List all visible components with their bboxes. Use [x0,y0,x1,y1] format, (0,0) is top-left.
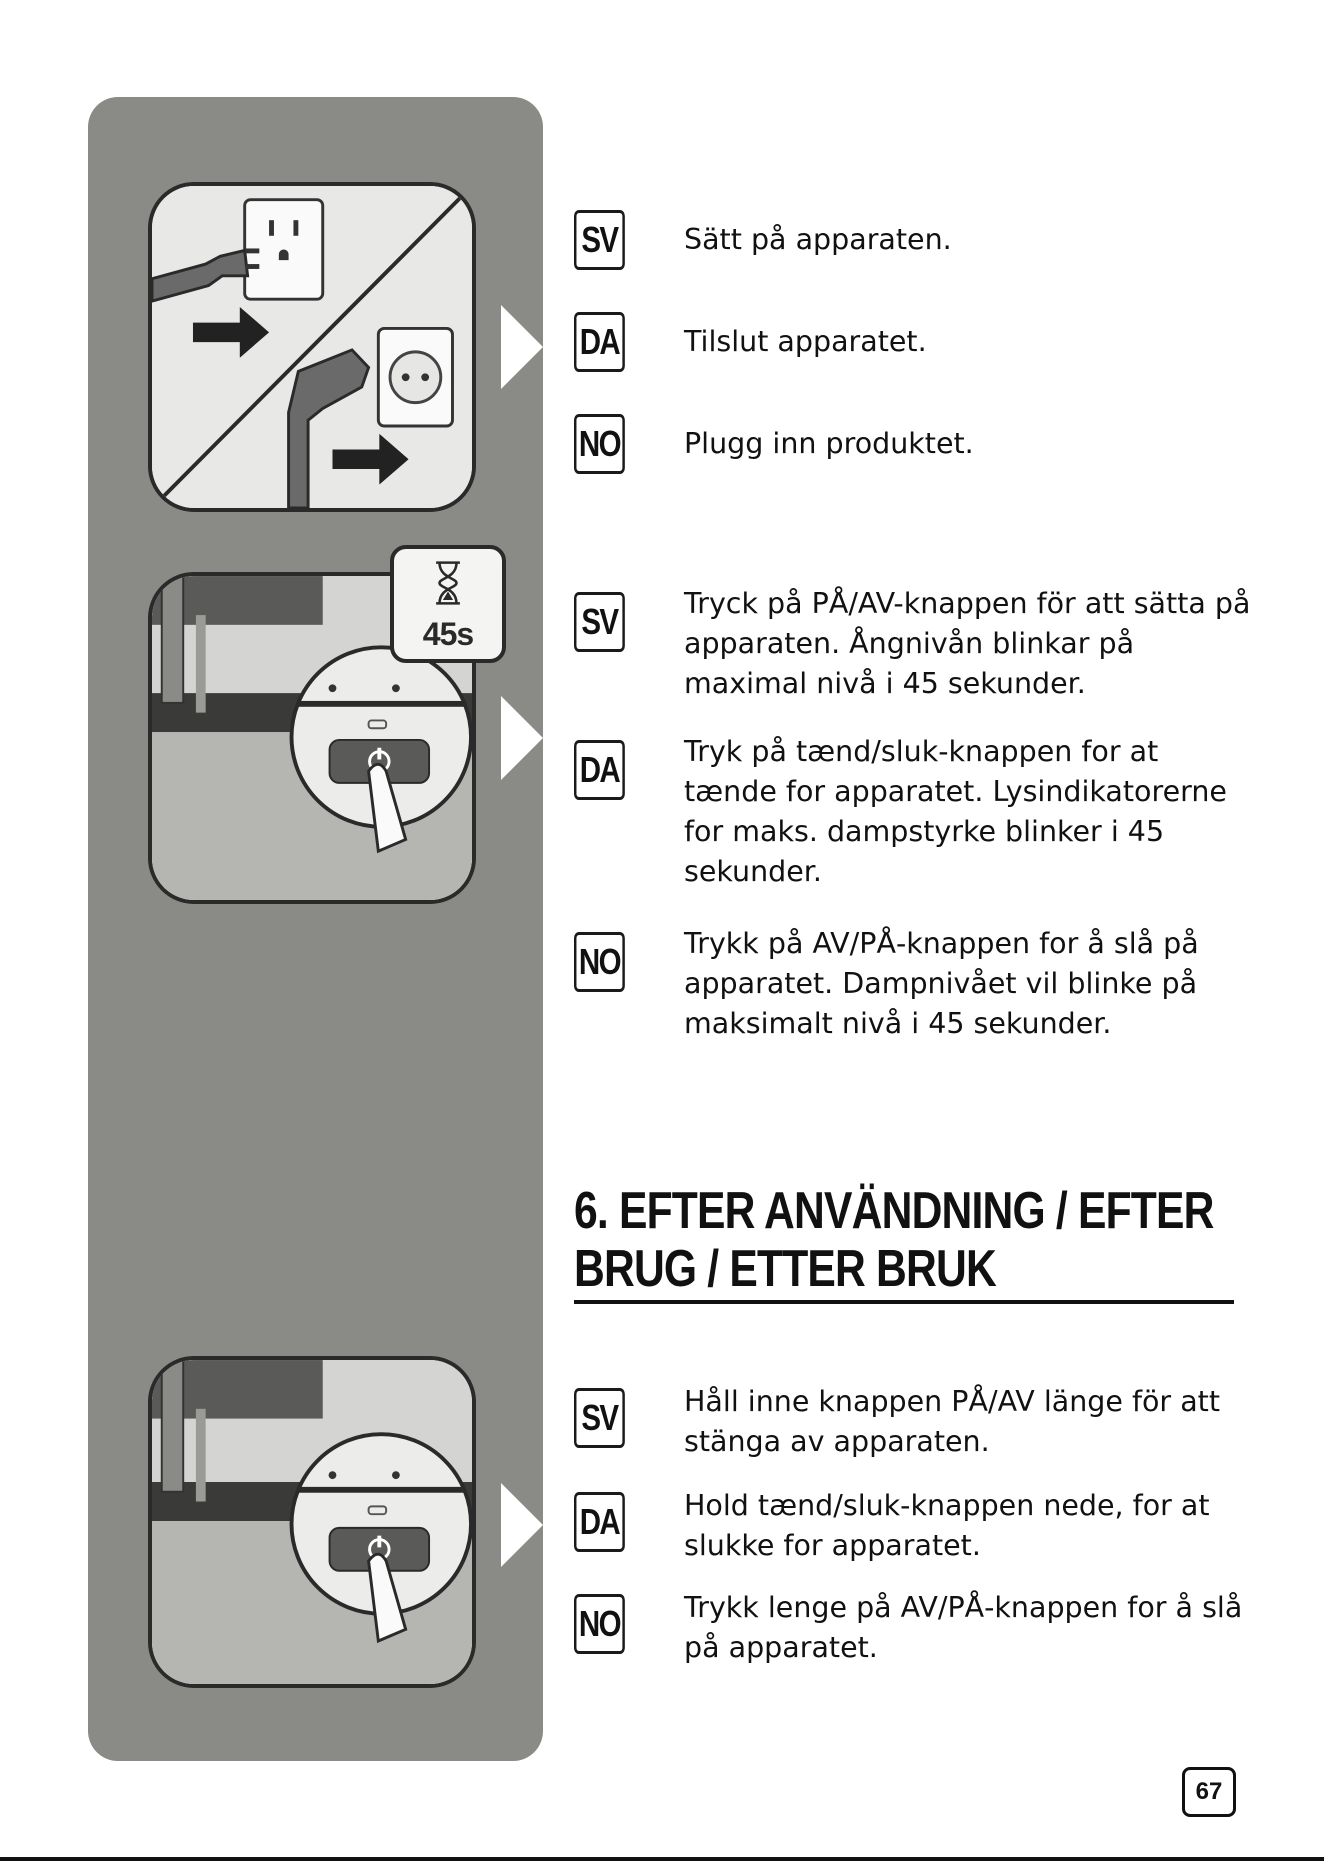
instruction-text: Tryck på PÅ/AV-knappen för att sätta på apparaten. Ångnivån blinkar på maximal nivå i 45 sekunder. [684,587,1251,700]
instruction-text: Trykk lenge på AV/PÅ-knappen for å slå på apparatet. [684,1591,1243,1664]
panel-pointer-1 [501,305,543,389]
lang-badge-no: NO [574,932,625,992]
instruction-text: Plugg inn produktet. [684,427,974,460]
timer-badge [390,545,506,663]
panel-pointer-3 [501,1483,543,1567]
instruction-text: Trykk på AV/PÅ-knappen for å slå på apparatet. Dampnivået vil blinke på maksimalt nivå i 45 sekunder. [684,927,1199,1040]
section-heading [574,1182,1214,1298]
instruction-text: Sätt på apparaten. [684,223,952,256]
power-button-hold-illustration [148,1356,476,1688]
hourglass-icon [431,559,465,607]
lang-badge-no: NO [574,1594,625,1654]
lang-badge-sv: SV [574,1388,625,1448]
heading-divider [574,1300,1234,1304]
panel-pointer-2 [501,696,543,780]
plug-socket-illustration [148,182,476,512]
instruction-text: Tryk på tænd/sluk-knappen for at tænde for apparatet. Lysindikatorerne for maks. dampstyrke blinker i 45 sekunder. [684,735,1227,888]
lang-badge-no: NO [574,414,625,474]
lang-badge-sv: SV [574,210,625,270]
timer-label: 45s [422,616,474,652]
instruction-text: Hold tænd/sluk-knappen nede, for at slukke for apparatet. [684,1489,1210,1562]
instruction-text: Håll inne knappen PÅ/AV länge för att stänga av apparaten. [684,1385,1221,1458]
lang-badge-da: DA [574,312,625,372]
instruction-text: Tilslut apparatet. [684,325,927,358]
lang-badge-da: DA [574,1492,625,1552]
lang-badge-da: DA [574,740,625,800]
lang-badge-sv: SV [574,592,625,652]
section-heading-line1: 6. EFTER ANVÄNDNING / EFTER [574,1182,1214,1240]
footer-divider [0,1857,1324,1861]
page-number: 67 [1182,1767,1236,1817]
section-heading-line2: BRUG / ETTER BRUK [574,1240,996,1298]
